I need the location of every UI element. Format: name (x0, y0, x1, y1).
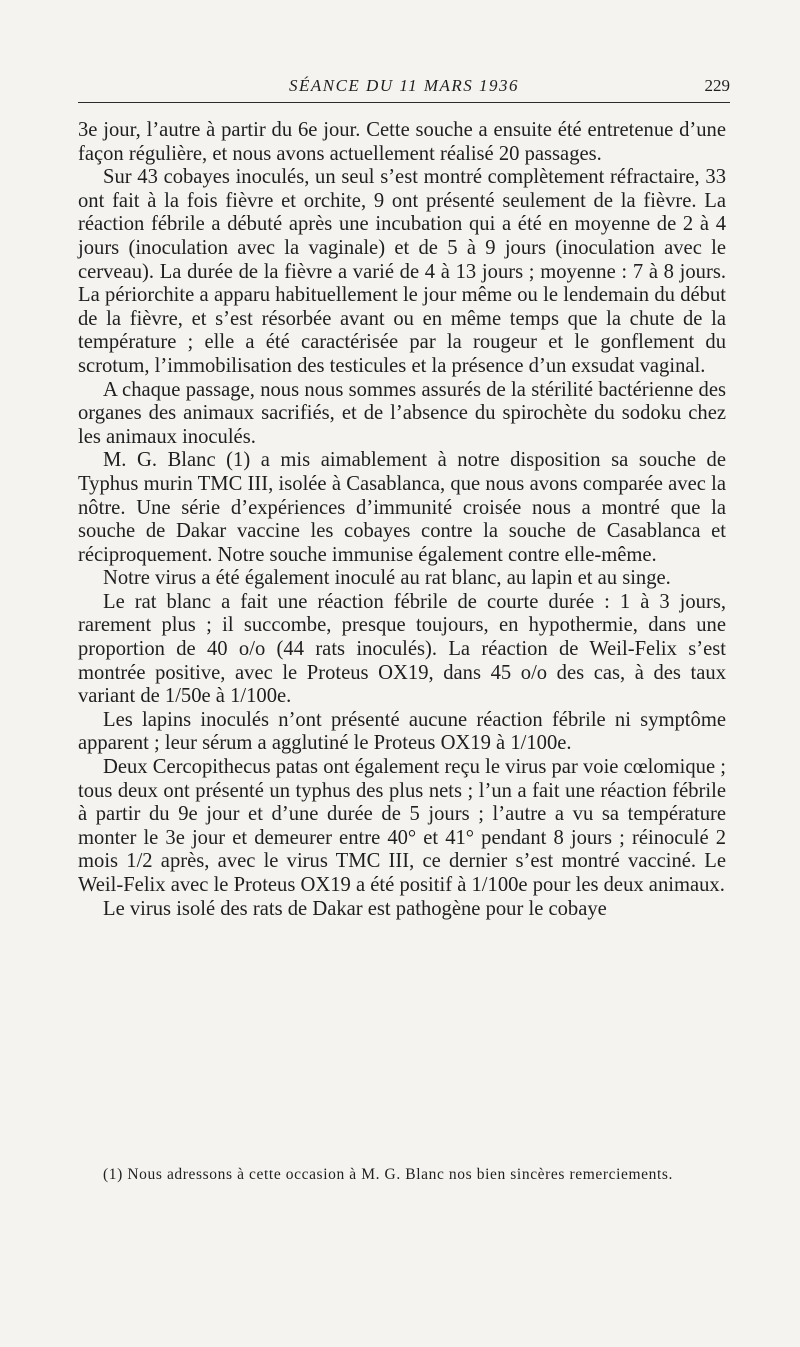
page-number: 229 (704, 76, 730, 95)
paragraph-6: Le rat blanc a fait une réaction fébrile de courte durée : 1 à 3 jours, rarement plus ; il succombe, presque toujours, en hypothermie, dans une proportion de 40 o/o (44 rats inoculés). La réaction de Weil-Felix s’est montrée positive, avec le Proteus OX19, dans 45 o/o des cas, à des taux variant de 1/50e à 1/100e. (78, 590, 726, 708)
paragraph-9: Le virus isolé des rats de Dakar est pathogène pour le cobaye (103, 897, 607, 920)
paragraph-8: Deux Cercopithecus patas ont également reçu le virus par voie cœlomique ; tous deux ont présenté un typhus des plus nets ; l’un a fait une réaction fébrile à partir du 9e jour et d’une durée de 5 jours ; l’autre a vu sa température monter le 3e jour et demeurer entre 40° et 41° pendant 8 jours ; réinoculé 2 mois 1/2 après, avec le virus TMC III, ce dernier s’est montré vacciné. Le Weil-Felix avec le Proteus OX19 a été positif à 1/100e pour les deux animaux. (78, 756, 726, 896)
paragraph-1: 3e jour, l’autre à partir du 6e jour. Cette souche a ensuite été entretenue d’une façon régulière, et nous avons actuellement réalisé 20 passages. (78, 119, 726, 165)
paragraph-2: Sur 43 cobayes inoculés, un seul s’est montré complètement réfractaire, 33 ont fait à la fois fièvre et orchite, 9 ont présenté seulement de la fièvre. La réaction fébrile a débuté après une incubation qui a été en moyenne de 2 à 4 jours (inoculation avec la vaginale) et de 5 à 9 jours (inoculation avec le cerveau). La durée de la fièvre a varié de 4 à 13 jours ; moyenne : 7 à 8 jours. La périorchite a apparu habituellement le jour même ou le lendemain du début de la fièvre, et s’est résorbée avant ou en même temps que la chute de la température ; elle a été caractérisée par la rougeur et le gonflement du scrotum, l’immobilisation des testicules et la présence d’un exsudat vaginal. (78, 166, 726, 377)
running-title: SÉANCE DU 11 MARS 1936 (288, 76, 520, 95)
body-text (78, 119, 726, 921)
footnote: (1) Nous adressons à cette occasion à M. G. Blanc nos bien sincères remerciements. (103, 1166, 674, 1183)
page-header (78, 76, 730, 103)
paragraph-5: Notre virus a été également inoculé au rat blanc, au lapin et au singe. (103, 567, 671, 590)
paragraph-4: M. G. Blanc (1) a mis aimablement à notre disposition sa souche de Typhus murin TMC III, isolée à Casablanca, que nous avons comparée avec la nôtre. Une série d’expériences d’immunité croisée nous a montré que la souche de Dakar vaccine les cobayes contre la souche de Casablanca et réciproquement. Notre souche immunise également contre elle-même. (78, 449, 726, 566)
paragraph-7: Les lapins inoculés n’ont présenté aucune réaction fébrile ni symptôme apparent ; leur sérum a agglutiné le Proteus OX19 à 1/100e. (78, 708, 726, 755)
paragraph-3: A chaque passage, nous nous sommes assurés de la stérilité bactérienne des organes des animaux sacrifiés, et de l’absence du spirochète du sodoku chez les animaux inoculés. (78, 378, 726, 448)
